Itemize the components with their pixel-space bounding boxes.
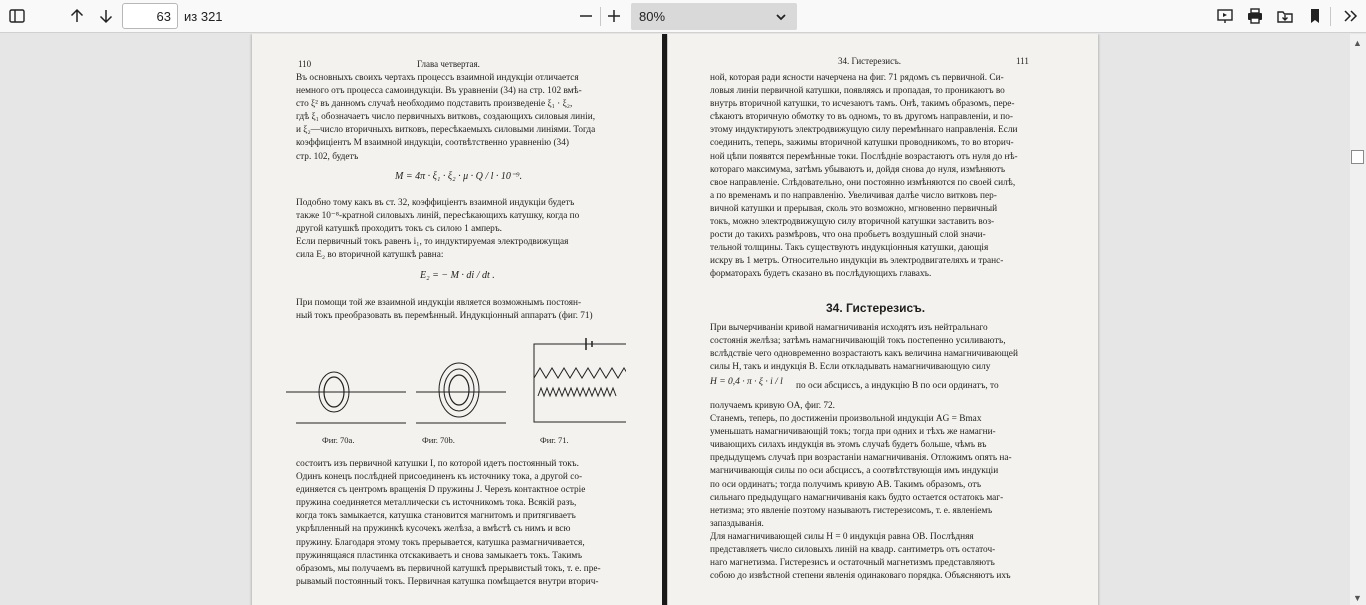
figures-70-71-illustration xyxy=(276,334,626,434)
zoom-out-icon[interactable] xyxy=(573,4,599,28)
running-head: Глава четвертая. xyxy=(417,59,480,69)
paragraph: состоитъ изъ первичной катушки I, по которой идетъ постоянный токъ. Одинъ конецъ послѣдней присоединенъ къ источнику тока, а другой со- единяется съ центромъ вращенія D пружины J. Черезъ контактное острiе пружина соединяется металлически съ источникомъ тока. Всякій разъ, когда токъ замыкается, катушка становится магнитомъ и притягиваетъ укрѣпленный на пружинкѣ кусочекъ желѣза, а вмѣстѣ съ нимъ и всю пружину. Благодаря этому токъ прерывается, катушка размагничивается, пружинящаяся пластинка отскакиваетъ и снова замыкаетъ токъ. Такимъ образомъ, мы получаемъ въ первичной катушкѣ прерывистый токъ, т. е. пре- рывамый постоянный токъ. Первичная катушка помѣщается внутри вторич- xyxy=(296,459,601,587)
running-head: 34. Гистерезисъ. xyxy=(838,56,901,66)
save-icon[interactable] xyxy=(1272,4,1298,28)
vertical-scrollbar[interactable] xyxy=(1350,34,1366,605)
left-page xyxy=(252,34,664,605)
toolbar-divider xyxy=(1330,7,1331,26)
page-number: 111 xyxy=(1016,56,1029,66)
tools-menu-icon[interactable] xyxy=(1337,4,1363,28)
figure-caption: Фиг. 70b. xyxy=(422,435,455,445)
scroll-down-icon[interactable]: ▼ xyxy=(1353,593,1362,603)
sidebar-toggle-icon[interactable] xyxy=(4,4,30,28)
paragraph: ной, которая ради ясности начерчена на фиг. 71 рядомъ съ первичной. Си- ловыя линіи первичной катушки, появляясь и пропадая, то проникаютъ во внутрь вторичной катушки, то исчезаютъ тамъ. Онѣ, такимъ образомъ, пере- сѣкаютъ вторичную обмотку то въ одномъ, то въ другомъ направленіи, и по- этому индуктируютъ электродвижущую силу перемѣннаго направленія. Если соединить, теперь, зажимы вторичной катушки проводникомъ, то во вторич- ной цѣпи появятся перемѣнные токи. Послѣдніе возрастаютъ отъ нуля до нѣ- котораго максимума, затѣмъ убываютъ и, дойдя снова до нуля, измѣняютъ свое направленіе. Слѣдовательно, они постоянно измѣняются по своей силѣ, а по временамъ и по направленію. Увеличивая далѣе число витковъ пер- вичной катушки и прерывая, сколь это возможно, мгновенно первичный токъ, можно электродвижущую силу вторичной катушки заставить воз- рости до такихъ размѣровъ, что она пробьетъ воздушный слой значи- тельной толщины. Такъ существуютъ индукціонныя катушки, дающія искру въ 1 метръ. Относительно индукціи въ электродвигателяхъ и транс- форматорахъ будетъ сказано въ послѣдующихъ главахъ. xyxy=(710,73,1018,280)
zoom-select[interactable] xyxy=(631,3,797,30)
presentation-mode-icon[interactable] xyxy=(1212,4,1238,28)
section-title: 34. Гистерезисъ. xyxy=(826,301,926,315)
scroll-up-icon[interactable]: ▲ xyxy=(1353,38,1362,48)
zoom-in-icon[interactable] xyxy=(601,4,627,28)
document-viewer[interactable] xyxy=(0,34,1350,605)
next-page-icon[interactable] xyxy=(93,4,119,28)
page-number-input[interactable] xyxy=(122,3,178,29)
formula: E₂ = − M · di / dt . xyxy=(420,270,495,281)
page-number: 110 xyxy=(298,59,312,69)
print-icon[interactable] xyxy=(1242,4,1268,28)
pdf-toolbar xyxy=(0,0,1366,33)
paragraph: При вычерчиваніи кривой намагничиванія исходятъ изъ нейтральнаго состоянія желѣза; затѣмъ намагничивающій токъ постепенно усиливаютъ, вслѣдствіе чего одновременно возрастаютъ какъ величина намагничивающей силы H, такъ и индукція B. Если откладывать намагничивающую силу xyxy=(710,323,1018,373)
page-total-label: из 321 xyxy=(184,9,223,24)
paragraph: Въ основныхъ своихъ чертахъ процессъ взаимной индукціи отличается немного отъ процесса самоиндукціи. Въ уравненіи (34) на стр. 102 вмѣ- сто ξ² въ данномъ случаѣ необходимо подставить произведеніе ξ₁ · ξ₂, гдѣ ξ₁ обозначаетъ число первичныхъ витковъ, создающихъ силовыя линіи, и ξ₂—число вторичныхъ витковъ, пересѣкаемыхъ силовыми линіями. Тогда коэффиціентъ M взаимной индукціи, соотвѣтственно уравненію (34) стр. 102, будетъ xyxy=(296,73,596,162)
formula: M = 4π · ξ₁ · ξ₂ · μ · Q / l · 10⁻⁹. xyxy=(395,171,523,182)
page-gutter xyxy=(662,34,667,605)
paragraph: При помощи той же взаимной индукціи является возможнымъ постоян- ный токъ преобразовать въ перемѣнный. Индукціонный аппаратъ (фиг. 71) xyxy=(296,298,593,322)
bookmark-icon[interactable] xyxy=(1302,4,1328,28)
paragraph: Подобно тому какъ въ ст. 32, коэффиціентъ взаимной индукціи будетъ также 10⁻⁸-кратной силовыхъ линій, пересѣкающихъ катушку, когда по другой катушкѣ проходитъ токъ съ силою 1 амперъ. Если первичный токъ равенъ i₁, то индуктируемая электродвижущая сила E₂ во вторичной катушкѣ равна: xyxy=(296,198,580,261)
previous-page-icon[interactable] xyxy=(64,4,90,28)
zoom-value: 80% xyxy=(639,9,666,24)
paragraph: по оси абсциссъ, а индукцію B по оси ординатъ, то xyxy=(796,381,999,391)
formula: H = 0,4 · π · ξ · i / l xyxy=(710,377,783,387)
chevron-down-icon xyxy=(775,3,787,33)
figure-caption: Фиг. 71. xyxy=(540,435,569,445)
paragraph: получаемъ кривую OA, фиг. 72. Станемъ, теперь, по достиженіи произвольной индукціи AG = Bmax уменьшать намагничивающій токъ; тогда при одних и тѣхъ же намагни- чивающихъ силахъ индукція въ этомъ случаѣ будетъ больше, чѣмъ въ предыдущемъ случаѣ при возрастаніи намагничиванія. Отложимъ опять на- магничивающія силы по оси абсциссъ, а соотвѣтствующія имъ индукціи по оси ординатъ; тогда получимъ кривую AB. Такимъ образомъ, отъ сильнаго предыдущаго намагничиванія какъ будто остается остатокъ маг- нетизма; это явленіе поэтому называютъ гистерезисомъ, т. е. явленіемъ запаздыванія. Для намагничивающей силы H = 0 индукція равна OB. Послѣдняя представляетъ число силовыхъ линій на квадр. сантиметръ отъ остаточ- наго магнетизма. Гистерезисъ и остаточный магнетизмъ представляютъ собою до извѣстной степени явленія одинаковаго порядка. Объясняютъ ихъ xyxy=(710,401,1012,582)
figure-caption: Фиг. 70a. xyxy=(322,435,355,445)
right-page xyxy=(668,34,1098,605)
scrollbar-thumb[interactable] xyxy=(1351,150,1364,164)
